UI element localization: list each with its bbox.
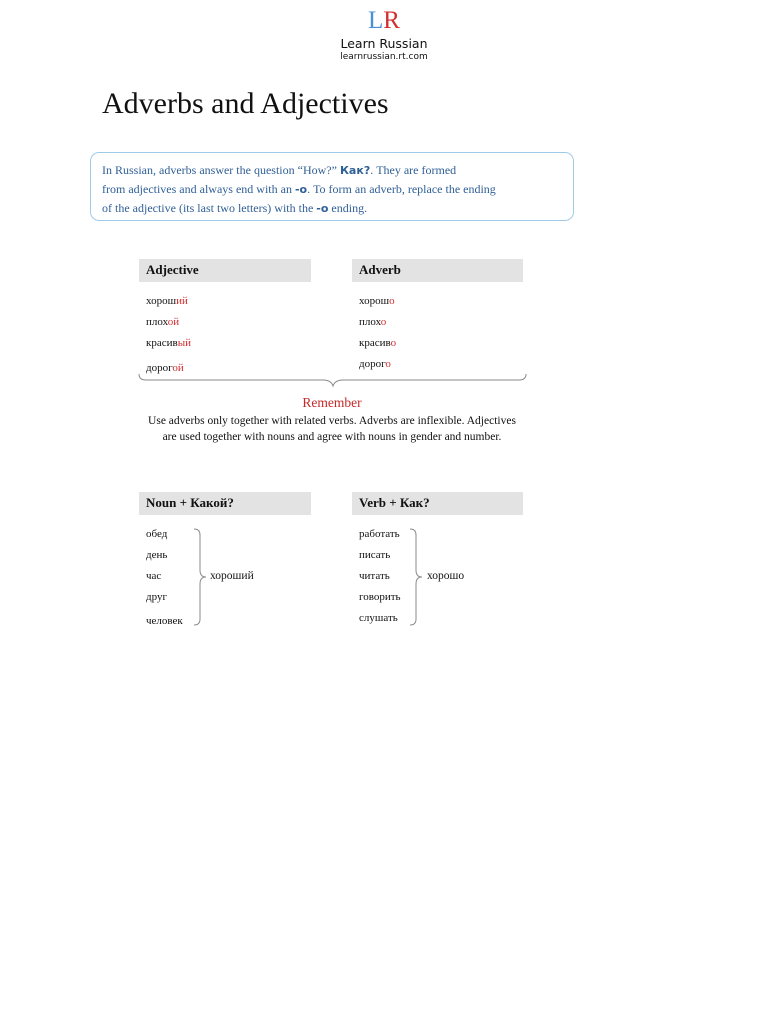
- verb-word: говорить: [359, 591, 401, 603]
- right-brace-icon: [409, 528, 423, 628]
- adjective-word: плохой: [146, 316, 180, 328]
- remember-title: Remember: [302, 395, 362, 410]
- ending-o: -о: [294, 183, 308, 196]
- logo-mark: LR: [368, 7, 400, 34]
- adjective-word: дорогой: [146, 362, 184, 374]
- adjective-word: красивый: [146, 337, 191, 349]
- adverb-word: плохо: [359, 316, 387, 328]
- noun-word: обед: [146, 528, 168, 540]
- site-logo: [0, 6, 768, 64]
- verb-header: Verb + Как?: [352, 492, 523, 515]
- note-line-1: In Russian, adverbs answer the question “How?” Как?. They are formed: [102, 163, 457, 177]
- ending-o: -о: [316, 202, 329, 215]
- noun-word: друг: [146, 591, 167, 603]
- logo-url: learnrussian.rt.com: [340, 52, 428, 62]
- verb-word: писать: [359, 549, 391, 561]
- adverb-word: красиво: [359, 337, 397, 349]
- kak-word: Как?: [339, 164, 371, 177]
- noun-word: день: [146, 549, 168, 561]
- page-title: Adverbs and Adjectives: [102, 87, 389, 120]
- verb-word: работать: [359, 528, 400, 540]
- horizontal-brace-icon: [138, 372, 528, 388]
- noun-word: человек: [146, 615, 183, 627]
- remember-text: Use adverbs only together with related verbs. Adverbs are inflexible. Adjectives are used together with nouns and agree with nouns in gender and number.: [148, 415, 516, 443]
- note-line-3: of the adjective (its last two letters) with the -о ending.: [102, 201, 368, 215]
- adjective-header: Adjective: [139, 259, 311, 282]
- verb-word: слушать: [359, 612, 398, 624]
- verb-word: читать: [359, 570, 390, 582]
- noun-word: час: [146, 570, 162, 582]
- adverb-header: Adverb: [352, 259, 523, 282]
- note-line-2: from adjectives and always end with an -о. To form an adverb, replace the ending: [102, 182, 496, 196]
- right-brace-icon: [193, 528, 207, 628]
- noun-header: Noun + Какой?: [139, 492, 311, 515]
- adverb-word: хорошо: [359, 295, 395, 307]
- noun-result: хороший: [210, 570, 254, 582]
- info-note: [90, 152, 574, 221]
- verb-result: хорошо: [427, 570, 465, 582]
- adjective-word: хороший: [146, 295, 188, 307]
- adverb-word: дорого: [359, 358, 391, 370]
- logo-name: Learn Russian: [340, 36, 428, 51]
